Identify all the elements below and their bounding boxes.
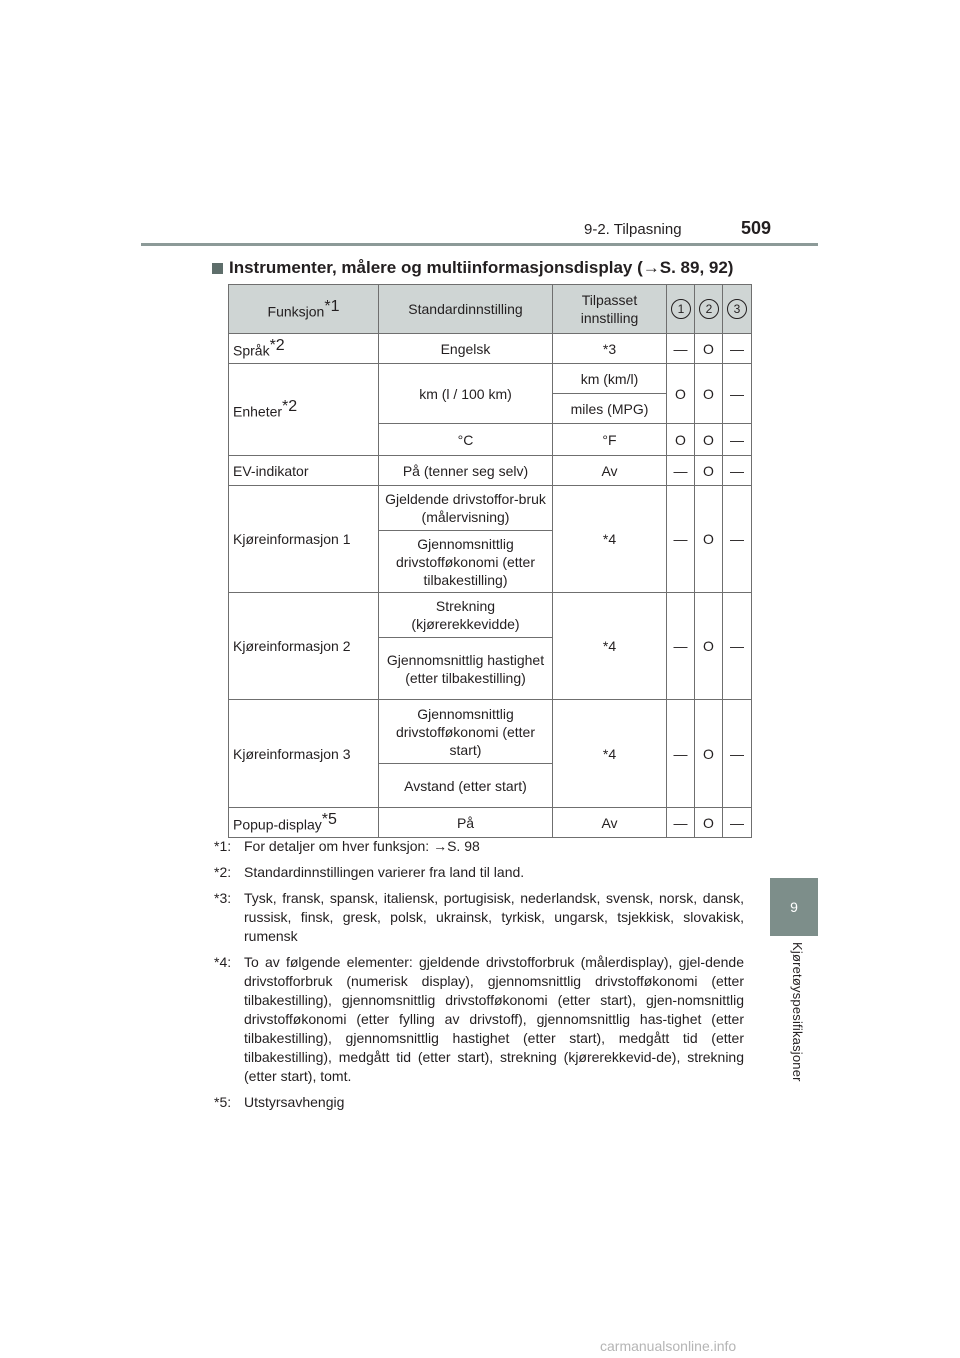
header-section-title: 9-2. Tilpasning — [584, 221, 682, 238]
cell-c3: — — [723, 700, 752, 808]
footnote-text: Utstyrsavhengig — [244, 1094, 345, 1110]
cell-custom: *4 — [553, 593, 667, 700]
cell-custom: miles (MPG) — [553, 394, 667, 424]
cell-function: Kjøreinformasjon 2 — [229, 593, 379, 700]
cell-c3: — — [723, 364, 752, 424]
circled-3-icon: 3 — [727, 299, 747, 319]
cell-c1: — — [667, 700, 695, 808]
cell-c2: O — [695, 334, 723, 364]
footnote-mark: *2: — [214, 864, 232, 880]
cell-c2: O — [695, 593, 723, 700]
cell-custom: *4 — [553, 486, 667, 593]
footnote — [214, 953, 744, 1086]
cell-default: Strekning (kjørerekkevidde) — [379, 593, 553, 638]
cell-custom: °F — [553, 424, 667, 456]
circled-2-icon: 2 — [699, 299, 719, 319]
cell-c2: O — [695, 456, 723, 486]
cell-c3: — — [723, 424, 752, 456]
cell-custom: *3 — [553, 334, 667, 364]
footnote-text: Standardinnstillingen varierer fra land til land. — [244, 864, 525, 880]
footnote-text: Tysk, fransk, spansk, italiensk, portugisisk, nederlandsk, svensk, norsk, dansk, russisk, finsk, gresk, polsk, ukrainsk, tyrkisk, ungarsk, tsjekkisk, slovakisk, rumensk — [244, 890, 744, 944]
footnote — [214, 889, 744, 946]
cell-c2: O — [695, 486, 723, 593]
cell-default: På — [379, 808, 553, 838]
footnote-mark: *4: — [214, 954, 232, 970]
cell-c3: — — [723, 593, 752, 700]
cell-c1: — — [667, 334, 695, 364]
footnote-mark: *5: — [214, 1094, 232, 1110]
cell-c1: — — [667, 593, 695, 700]
cell-c2: O — [695, 364, 723, 424]
table-row — [229, 456, 752, 486]
cell-function: Kjøreinformasjon 1 — [229, 486, 379, 593]
footnote-text: To av følgende elementer: gjeldende drivstofforbruk (målerdisplay), gjel-dende drivstofforbruk (numerisk display), gjennomsnittlig drivstofføkonomi (etter tilbakestilling), gjennomsnittlig drivstofføkonomi (etter start), gjen-nomsnittlig drivstofføkonomi (etter fylling av drivstoff), gjennomsnittlig has-tighet (etter tilbakestilling), gjennomsnittlig hastighet (etter start), medgått tid (etter tilbakestilling), medgått tid (etter start), strekning (kjørerekkevid-de), strekning (etter start), tomt. — [244, 954, 744, 1084]
cell-c1: — — [667, 456, 695, 486]
cell-c3: — — [723, 334, 752, 364]
table-row — [229, 593, 752, 638]
footnotes — [214, 837, 744, 1119]
page-number: 509 — [741, 218, 772, 238]
header-default: Standardinnstilling — [379, 285, 553, 334]
cell-function: Kjøreinformasjon 3 — [229, 700, 379, 808]
cell-function: Popup-display$^{*5}$ — [229, 808, 379, 838]
cell-c1: — — [667, 808, 695, 838]
table-row — [229, 486, 752, 531]
header-rule — [141, 243, 818, 246]
cell-default: km (l / 100 km) — [379, 364, 553, 424]
table-row — [229, 364, 752, 394]
header-col2 — [695, 285, 723, 334]
header-col3 — [723, 285, 752, 334]
cell-default: Engelsk — [379, 334, 553, 364]
footnote — [214, 837, 744, 856]
cell-function: Enheter$^{*2}$ — [229, 364, 379, 456]
cell-default: Gjennomsnittlig drivstofføkonomi (etter start) — [379, 700, 553, 764]
cell-c2: O — [695, 808, 723, 838]
cell-custom: km (km/l) — [553, 364, 667, 394]
table-row — [229, 808, 752, 838]
cell-default: Gjeldende drivstoffor-bruk (målervisning) — [379, 486, 553, 531]
footnote-text: For detaljer om hver funksjon: →S. 98 — [244, 838, 480, 854]
watermark: carmanualsonline.info — [600, 1338, 737, 1354]
header-col1 — [667, 285, 695, 334]
cell-c1: O — [667, 364, 695, 424]
cell-c1: — — [667, 486, 695, 593]
section-heading — [212, 258, 733, 278]
cell-default: På (tenner seg selv) — [379, 456, 553, 486]
cell-function: EV-indikator — [229, 456, 379, 486]
cell-custom: Av — [553, 456, 667, 486]
cell-custom: Av — [553, 808, 667, 838]
footnote — [214, 1093, 744, 1112]
square-bullet-icon — [212, 263, 223, 274]
cell-default: Avstand (etter start) — [379, 764, 553, 808]
cell-c3: — — [723, 486, 752, 593]
cell-default: °C — [379, 424, 553, 456]
cell-c2: O — [695, 700, 723, 808]
table-row — [229, 700, 752, 764]
header-function: Funksjon$^{*1}$ — [229, 285, 379, 334]
cell-custom: *4 — [553, 700, 667, 808]
footnote-mark: *1: — [214, 838, 232, 854]
cell-c3: — — [723, 456, 752, 486]
cell-c2: O — [695, 424, 723, 456]
table-header-row — [229, 285, 752, 334]
cell-c1: O — [667, 424, 695, 456]
chapter-tab: 9 — [770, 878, 818, 936]
cell-function: Språk$^{*2}$ — [229, 334, 379, 364]
header-custom: Tilpasset innstilling — [553, 285, 667, 334]
table-row — [229, 334, 752, 364]
cell-c3: — — [723, 808, 752, 838]
cell-default: Gjennomsnittlig drivstofføkonomi (etter tilbakestilling) — [379, 531, 553, 593]
circled-1-icon: 1 — [671, 299, 691, 319]
chapter-label: Kjøretøyspesifikasjoner — [790, 942, 805, 1082]
footnote-mark: *3: — [214, 890, 232, 906]
section-heading-text: Instrumenter, målere og multiinformasjonsdisplay (→S. 89, 92) — [229, 258, 734, 277]
settings-table — [228, 284, 752, 838]
cell-default: Gjennomsnittlig hastighet (etter tilbakestilling) — [379, 638, 553, 700]
footnote — [214, 863, 744, 882]
